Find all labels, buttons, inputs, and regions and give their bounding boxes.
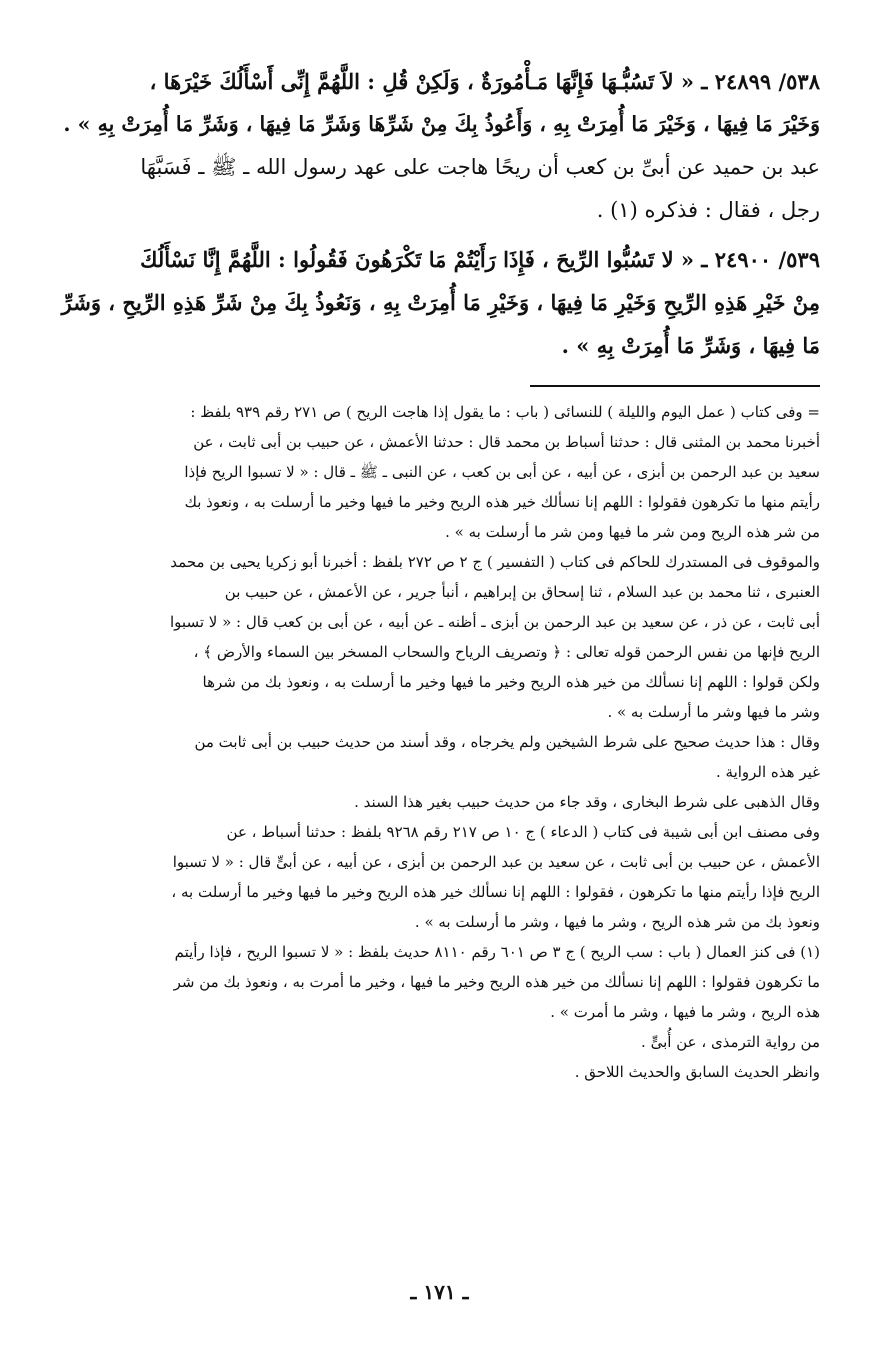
footnote-line: العنبرى ، ثنا محمد بن عبد السلام ، ثنا إسحاق بن إبراهيم ، أنبأ جرير ، عن الأعمش ، عن حبيب بن (224, 583, 820, 601)
hadith-line: ٥٣٩/ ٢٤٩٠٠ ـ « لا تَسُبُّوا الرِّيحَ ، فَإِذَا رَأَيْتُمْ مَا تَكْرَهُونَ فَقُولُوا : اللَّهُمَّ إِنَّا نَسْأَلُكَ (140, 247, 820, 272)
hadith-source-line: عبد بن حميد عن أبىِّ بن كعب أن ريحًا هاجت على عهد رسول الله ـ ﷺ ـ فَسَبَّهَا (140, 155, 820, 179)
hadith-line: مَا فِيهَا ، وَشَرِّ مَا أُمِرَتْ بِهِ » . (561, 333, 820, 358)
hadith-line: مِنْ خَيْرِ هَذِهِ الرِّيحِ وَخَيْرِ مَا فِيهَا ، وَخَيْرِ مَا أُمِرَتْ بِهِ ، وَنَعُوذُ بِكَ مِنْ شَرِّ هَذِهِ الرِّيحِ ، وَشَرِّ (61, 290, 820, 315)
footnote-line: الريح فإذا رأيتم منها ما تكرهون ، فقولوا : اللهم إنا نسألك خير هذه الريح وخير ما فيها وخير ما أرسلت به ، (171, 883, 820, 901)
footnote-line: ونعوذ بك من شر هذه الريح ، وشر ما فيها ، وشر ما أرسلت به » . (414, 913, 820, 931)
footnote-paragraph (60, 397, 820, 547)
footnote-line: ما تكرهون فقولوا : اللهم إنا نسألك من خير هذه الريح وخير ما فيها ، وخير ما أمرت به ، ونعوذ بك من شر (173, 973, 820, 991)
footnote-line: والموقوف فى المستدرك للحاكم فى كتاب ( التفسير ) ج ٢ ص ٢٧٢ بلفظ : أخبرنا أبو زكريا يحيى بن محمد (170, 553, 820, 571)
footnote-line: أخبرنا محمد بن المثنى قال : حدثنا أسباط بن محمد قال : حدثنا الأعمش ، عن حبيب بن أبى ثابت ، عن (193, 433, 820, 451)
footnote-line: وشر ما فيها وشر ما أرسلت به » . (607, 703, 820, 721)
footnote-line: وقال الذهبى على شرط البخارى ، وقد جاء من حديث حبيب بغير هذا السند . (354, 793, 820, 811)
footnote-line: (١) فى كنز العمال ( باب : سب الريح ) ج ٣ ص ٦٠١ رقم ٨١١٠ حديث بلفظ : « لا تسبوا الريح ، فإذا رأيتم (174, 943, 820, 961)
footnote-paragraph (60, 787, 820, 817)
footnote-line: من شر هذه الريح ومن شر ما فيها ومن شر ما أرسلت به » . (445, 523, 820, 541)
footnote-line: الأعمش ، عن حبيب بن أبى ثابت ، عن سعيد بن عبد الرحمن بن أبزى ، عن أبيه ، عن أبىٍّ قال : « لا تسبوا (172, 853, 820, 871)
footnote-line: الريح فإنها من نفس الرحمن قوله تعالى : ﴿ وتصريف الرياح والسحاب المسخر بين السماء والأرض ﴾ ، (193, 643, 820, 661)
footnote-line: وفى مصنف ابن أبى شيبة فى كتاب ( الدعاء ) ج ١٠ ص ٢١٧ رقم ٩٢٦٨ بلفظ : حدثنا أسباط ، عن (226, 823, 820, 841)
footnote-1 (60, 937, 820, 1087)
hadith-538 (60, 60, 820, 232)
footnote-line: وانظر الحديث السابق والحديث اللاحق . (574, 1063, 820, 1081)
footnote-line: سعيد بن عبد الرحمن بن أبزى ، عن أبيه ، عن أبى بن كعب ، عن النبى ـ ﷺ ـ قال : « لا تسبوا الريح فإذا (184, 463, 820, 481)
hadith-539 (60, 238, 820, 367)
footnote-separator (530, 385, 820, 387)
footnotes (60, 397, 820, 1087)
footnote-line: رأيتم منها ما تكرهون فقولوا : اللهم إنا نسألك خير هذه الريح وخير ما فيها وخير ما أرسلت به ، ونعوذ بك (184, 493, 820, 511)
footnote-line: غير هذه الرواية . (715, 763, 820, 781)
footnote-line: هذه الريح ، وشر ما فيها ، وشر ما أمرت » . (550, 1003, 820, 1021)
footnote-line: = وفى كتاب ( عمل اليوم والليلة ) للنسائى ( باب : ما يقول إذا هاجت الريح ) ص ٢٧١ رقم ٩٣٩ بلفظ : (190, 403, 820, 421)
footnote-line: من رواية الترمذى ، عن أُبىٍّ . (641, 1033, 820, 1051)
hadith-line: ٥٣٨/ ٢٤٨٩٩ ـ « لاَ تَسُبُّـهَا فَإِنَّهَا مَـأْمُورَةٌ ، وَلَكِنْ قُلِ : اللَّهُمَّ إِنِّى أَسْأَلُكَ خَيْرَهَا ، (149, 69, 820, 94)
footnote-line: وقال : هذا حديث صحيح على شرط الشيخين ولم يخرجاه ، وقد أسند من حديث حبيب بن أبى ثابت من (194, 733, 820, 751)
footnote-line: ولكن قولوا : اللهم إنا نسألك من خير هذه الريح وخير ما فيها وخير ما أرسلت به ، ونعوذ بك من شرها (202, 673, 820, 691)
main-text (60, 60, 820, 367)
page-number: ـ ١٧١ ـ (410, 1280, 469, 1304)
footnote-paragraph (60, 727, 820, 787)
hadith-line: وَخَيْرَ مَا فِيهَا ، وَخَيْرَ مَا أُمِرَتْ بِهِ ، وَأَعُوذُ بِكَ مِنْ شَرِّهَا وَشَرِّ مَا فِيهَا ، وَشَرِّ مَا أُمِرَتْ بِهِ » . (63, 112, 820, 136)
document-page (60, 60, 820, 1320)
footnote-paragraph (60, 817, 820, 937)
hadith-source-line: رجل ، فقال : فذكره (١) . (596, 198, 820, 222)
footnote-line: أبى ثابت ، عن ذر ، عن سعيد بن عبد الرحمن بن أبزى ـ أظنه ـ عن أبيه ، عن أبى بن كعب قال : « لا تسبوا (170, 613, 820, 631)
footnote-paragraph (60, 547, 820, 727)
